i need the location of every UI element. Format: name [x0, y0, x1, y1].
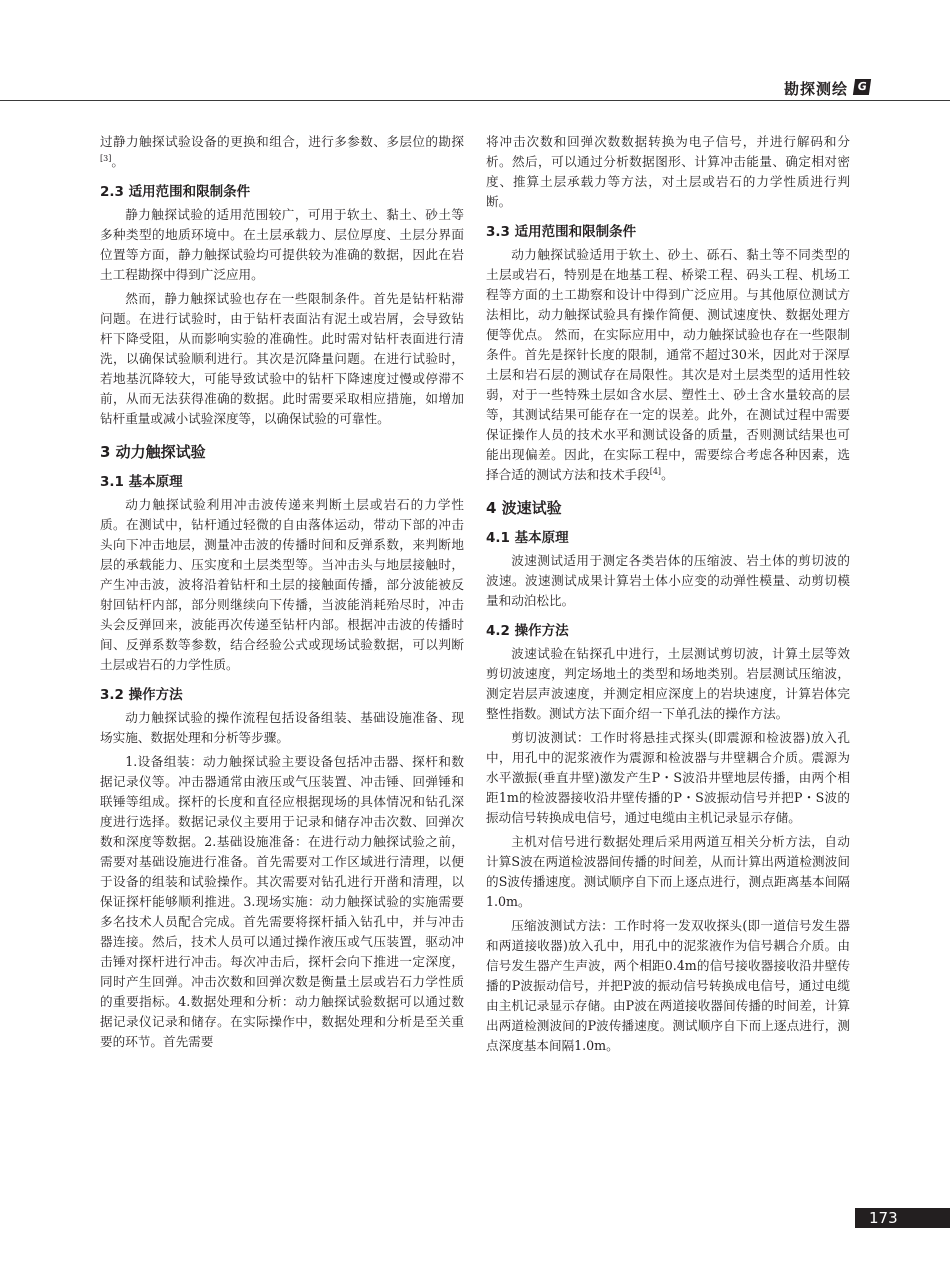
paragraph-end: 。	[111, 154, 124, 169]
paragraph: 剪切波测试：工作时将悬挂式探头(即震源和检波器)放入孔中，用孔中的泥浆液作为震源和检波器与井壁耦合介质。震源为水平激振(垂直井壁)激发产生P・S波沿井壁地层传播，由两个相距1m的检波器接收沿井壁传播的P・S波振动信号并把P・S波的振动信号转换成电信号，通过电缆由主机记录显示存储。	[486, 730, 850, 825]
section-heading-3-1: 3.1 基本原理	[100, 474, 183, 490]
header-rule	[0, 100, 950, 101]
citation-ref: [3]	[100, 153, 112, 163]
page-number: 173	[855, 1208, 950, 1228]
paragraph: 主机对信号进行数据处理后采用两道互相关分析方法，自动计算S波在两道检波器间传播的时间差，从而计算出两道检测波间的S波传播速度。测试顺序自下而上逐点进行，测点距离基本间隔1.0m。	[486, 834, 850, 909]
section-heading-2-3: 2.3 适用范围和限制条件	[100, 184, 251, 200]
paragraph: 1.设备组装：动力触探试验主要设备包括冲击器、探杆和数据记录仪等。冲击器通常由液压或气压装置、冲击锤、回弹锤和联锤等组成。探杆的长度和直径应根据现场的具体情况和钻孔深度进行选择。数据记录仪主要用于记录和储存冲击次数、回弹次数和深度等数据。2.基础设施准备：在进行动力触探试验之前，需要对基础设施进行准备。首先需要对工作区域进行清理，以便于设备的组装和试验操作。其次需要对钻孔进行开凿和清理，以保证探杆能够顺利推进。3.现场实施：动力触探试验的实施需要多名技术人员配合完成。首先需要将探杆插入钻孔中，并与冲击器连接。然后，技术人员可以通过操作液压或气压装置，驱动冲击锤对探杆进行冲击。每次冲击后，探杆会向下推进一定深度，同时产生回弹。冲击次数和回弹次数是衡量土层或岩石力学性质的重要指标。4.数据处理和分析：动力触探试验数据可以通过数据记录仪记录和储存。在实际操作中，数据处理和分析是至关重要的环节。首先需要	[100, 754, 464, 1049]
journal-logo-icon: G	[853, 79, 871, 95]
paragraph-text: 过静力触探试验设备的更换和组合，进行多参数、多层位的勘探	[100, 134, 464, 149]
citation-ref: [4]	[649, 466, 662, 476]
journal-section-title: 勘探测绘	[783, 80, 848, 98]
right-column	[486, 132, 850, 1060]
paragraph: 动力触探试验利用冲击波传递来判断土层或岩石的力学性质。在测试中，钻杆通过轻微的自由落体运动，带动下部的冲击头向下冲击地层，测量冲击波的传播时间和反弹系数，来判断地层的承载能力、压实度和土层类型等。当冲击头与地层接触时，产生冲击波，波将沿着钻杆和土层的接触面传播，部分波能被反射回钻杆内部，部分则继续向下传播，当波能消耗殆尽时，冲击头会反弹回来，波能再次传递至钻杆内部。根据冲击波的传播时间、反弹系数等参数，结合经验公式或现场试验数据，可以判断土层或岩石的力学性质。	[100, 497, 464, 672]
section-heading-3-2: 3.2 操作方法	[100, 687, 183, 703]
paragraph	[100, 132, 464, 172]
section-heading-4-2: 4.2 操作方法	[486, 623, 569, 639]
left-column	[100, 132, 464, 1056]
section-heading-4-1: 4.1 基本原理	[486, 530, 569, 546]
paragraph: 波速试验在钻探孔中进行，土层测试剪切波，计算土层等效剪切波速度，判定场地土的类型和场地类别。岩层测试压缩波，测定岩层声波速度，并测定相应深度上的岩块速度，计算岩体完整性指数。测试方法下面介绍一下单孔法的操作方法。	[486, 646, 850, 721]
paragraph: 然而，静力触探试验也存在一些限制条件。首先是钻杆粘滞问题。在进行试验时，由于钻杆表面沾有泥土或岩屑，会导致钻杆下降受阻，从而影响实验的准确性。此时需对钻杆表面进行清洗，以确保试验顺利进行。其次是沉降量问题。在进行试验时，若地基沉降较大，可能导致试验中的钻杆下降速度过慢或停滞不前，从而无法获得准确的数据。此时需要采取相应措施，如增加钻杆重量或减小试验深度等，以确保试验的可靠性。	[100, 291, 464, 426]
section-heading-4: 4 波速试验	[486, 499, 562, 517]
paragraph: 波速测试适用于测定各类岩体的压缩波、岩土体的剪切波的波速。波速测试成果计算岩土体小应变的动弹性模量、动剪切模量和动泊松比。	[486, 553, 850, 608]
paragraph: 压缩波测试方法：工作时将一发双收探头(即一道信号发生器和两道接收器)放入孔中，用孔中的泥浆液作为信号耦合介质。由信号发生器产生声波，两个相距0.4m的信号接收器接收沿井壁传播的P波振动信号，并把P波的振动信号转换成电信号，通过电缆由主机记录显示存储。由P波在两道接收器间传播的时间差，计算出两道检测波间的P波传播速度。测试顺序自下而上逐点进行，测点深度基本间隔1.0m。	[486, 918, 850, 1053]
section-heading-3-3: 3.3 适用范围和限制条件	[486, 224, 637, 240]
paragraph: 静力触探试验的适用范围较广，可用于软土、黏土、砂土等多种类型的地质环境中。在土层承载力、层位厚度、土层分界面位置等方面，静力触探试验均可提供较为准确的数据，因此在岩土工程勘探中得到广泛应用。	[100, 207, 464, 282]
section-heading-3: 3 动力触探试验	[100, 443, 206, 461]
paragraph: 动力触探试验的操作流程包括设备组装、基础设施准备、现场实施、数据处理和分析等步骤。	[100, 710, 464, 745]
paragraph: 将冲击次数和回弹次数数据转换为电子信号，并进行解码和分析。然后，可以通过分析数据图形、计算冲击能量、确定相对密度、推算土层承载力等方法，对土层或岩石的力学性质进行判断。	[486, 134, 850, 209]
paragraph-end: 。	[661, 467, 674, 482]
paragraph	[486, 245, 850, 485]
paragraph-text: 动力触探试验适用于软土、砂土、砾石、黏土等不同类型的土层或岩石，特别是在地基工程、桥梁工程、码头工程、机场工程等方面的土工勘察和设计中得到广泛应用。与其他原位测试方法相比，动力触探试验具有操作简便、测试速度快、数据处理方便等优点。 然而，在实际应用中，动力触探试验也存在一些限制条件。首先是探针长度的限制，通常不超过30米，因此对于深厚土层和岩石层的测试存在局限性。其次是对土层类型的适用性较弱，对于一些特殊土层如含水层、塑性土、砂土含水量较高的层等，其测试结果可能存在一定的误差。此外，在测试过程中需要保证操作人员的技术水平和测试设备的质量，否则测试结果也可能出现偏差。因此，在实际工程中，需要综合考虑各种因素，选择合适的测试方法和技术手段	[486, 247, 850, 482]
